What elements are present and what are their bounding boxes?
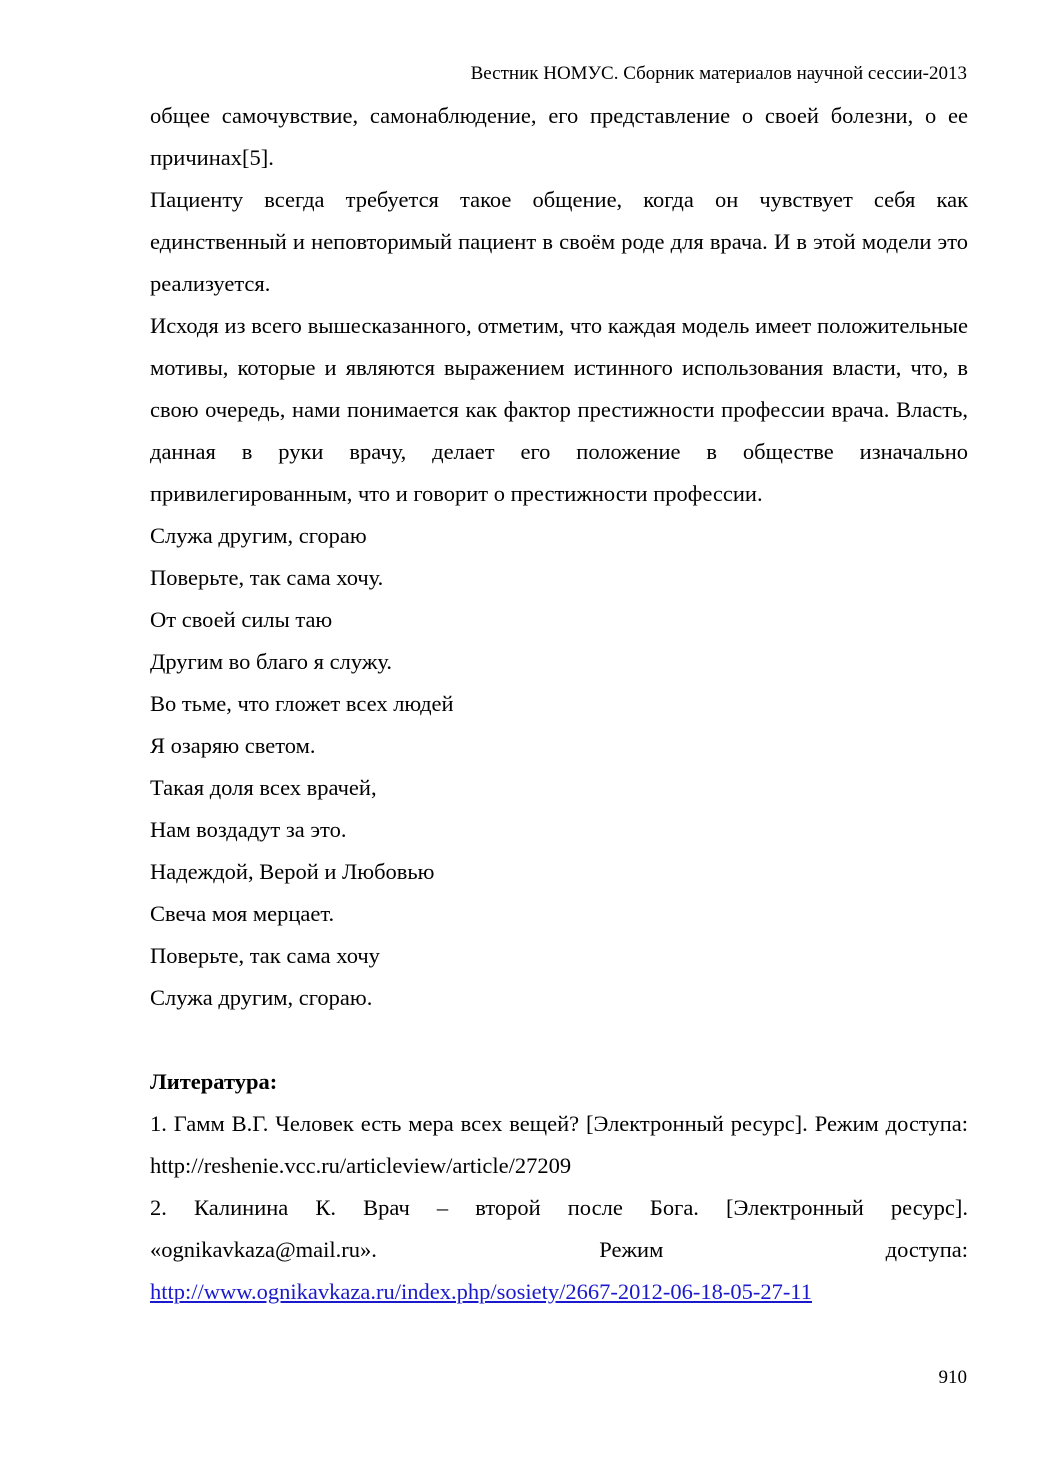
poem-line: Во тьме, что гложет всех людей: [150, 691, 454, 716]
poem-line: Поверьте, так сама хочу.: [150, 565, 384, 590]
poem-line: Другим во благо я служу.: [150, 649, 392, 674]
literature-heading: Литература:: [150, 1069, 278, 1094]
poem-line: Нам воздадут за это.: [150, 817, 347, 842]
poem-line: Такая доля всех врачей,: [150, 775, 377, 800]
poem-line: Надеждой, Верой и Любовью: [150, 859, 435, 884]
poem-line: Свеча моя мерцает.: [150, 901, 335, 926]
poem-line: Служа другим, сгораю: [150, 523, 367, 548]
poem-line: Я озаряю светом.: [150, 733, 316, 758]
reference-1: 1. Гамм В.Г. Человек есть мера всех вещей? [Электронный ресурс]. Режим доступа: http://reshenie.vcc.ru/articleview/article/27209: [150, 1111, 968, 1178]
page-body: [150, 95, 968, 1313]
reference-2: 2. Калинина К. Врач – второй после Бога. [Электронный ресурс]. «ognikavkaza@mail.ru». Режим доступа:: [150, 1195, 968, 1262]
paragraph-3: Исходя из всего вышесказанного, отметим, что каждая модель имеет положительные мотивы, которые и являются выражением истинного использования власти, что, в свою очередь, нами понимается как фактор престижности профессии врача. Власть, данная в руки врачу, делает его положение в обществе изначально привилегированным, что и говорит о престижности профессии.: [150, 313, 968, 506]
poem-line: Поверьте, так сама хочу: [150, 943, 380, 968]
poem-line: От своей силы таю: [150, 607, 333, 632]
running-header: Вестник НОМУС. Сборник материалов научной сессии-2013: [470, 63, 967, 84]
reference-2-link[interactable]: http://www.ognikavkaza.ru/index.php/sosiety/2667-2012-06-18-05-27-11: [150, 1279, 812, 1304]
paragraph-2: Пациенту всегда требуется такое общение, когда он чувствует себя как единственный и неповторимый пациент в своём роде для врача. И в этой модели это реализуется.: [150, 187, 968, 296]
reference-2-link-line: [150, 1271, 968, 1313]
section-spacer: [150, 1019, 968, 1061]
poem: [150, 515, 968, 1019]
poem-line: Служа другим, сгораю.: [150, 985, 373, 1010]
page-number: 910: [938, 1367, 967, 1388]
paragraph-1: общее самочувствие, самонаблюдение, его представление о своей болезни, о ее причинах[5].: [150, 103, 968, 170]
